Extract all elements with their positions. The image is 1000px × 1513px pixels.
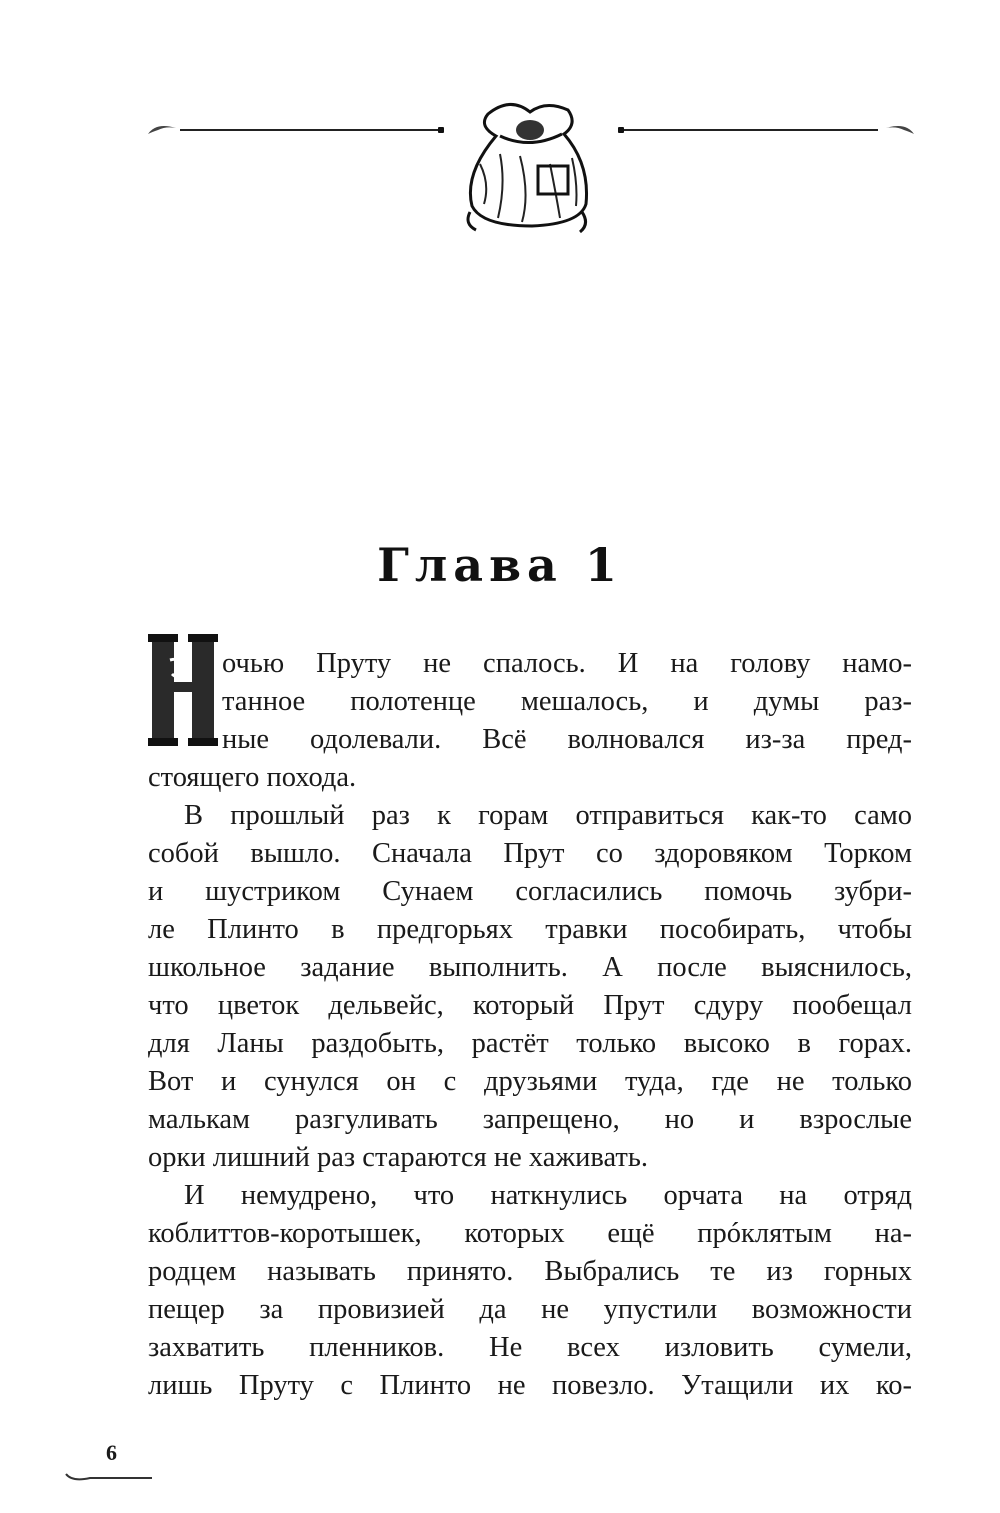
text-line: стоящего похода.	[148, 762, 357, 793]
text-line: собой вышло. Сначала Прут со здоровяком Торком	[148, 838, 912, 869]
text-line: и шустриком Сунаем согласились помочь зубри-	[148, 876, 912, 907]
text-line: танное полотенце мешалось, и думы раз-	[222, 686, 912, 717]
text-line: лишь Пруту с Плинто не повезло. Утащили их ко-	[148, 1370, 912, 1401]
chapter-heading: Глава 1	[377, 538, 623, 592]
drop-cap	[148, 630, 218, 750]
header-rule-left	[180, 129, 438, 131]
text-line: что цветок дельвейс, который Прут сдуру пообещал	[148, 990, 912, 1021]
text-line: школьное задание выполнить. А после выяснилось,	[148, 952, 912, 983]
text-line: И немудрено, что наткнулись орчата на отряд	[184, 1180, 912, 1211]
sack-illustration-icon	[460, 94, 602, 236]
text-line: для Ланы раздобыть, растёт только высоко в горах.	[148, 1028, 912, 1059]
page-number: 6	[106, 1440, 117, 1465]
text-line: ле Плинто в предгорьях травки пособирать, чтобы	[148, 914, 912, 945]
text-line: В прошлый раз к горам отправиться как-то само	[184, 800, 912, 831]
text-line: Вот и сунулся он с друзьями туда, где не только	[148, 1066, 912, 1097]
header-rule-right	[624, 129, 878, 131]
text-line: малькам разгуливать запрещено, но и взрослые	[148, 1104, 912, 1135]
text-line: пещер за провизией да не упустили возможности	[148, 1294, 912, 1325]
text-line: коблиттов-коротышек, которых ещё прóклятым на-	[148, 1218, 912, 1249]
right-flourish-icon	[876, 120, 916, 140]
text-line: ные одолевали. Всё волновался из-за пред-	[222, 724, 912, 755]
text-line: родцем называть принято. Выбрались те из горных	[148, 1256, 912, 1287]
text-line: очью Пруту не спалось. И на голову намо-	[222, 648, 912, 679]
page-number-flourish-icon	[64, 1468, 154, 1484]
text-line: захватить пленников. Не всех изловить сумели,	[148, 1332, 912, 1363]
text-line: орки лишний раз стараются не хаживать.	[148, 1142, 648, 1173]
svg-text:Н: Н	[183, 710, 184, 711]
header-dot-left	[438, 127, 444, 133]
